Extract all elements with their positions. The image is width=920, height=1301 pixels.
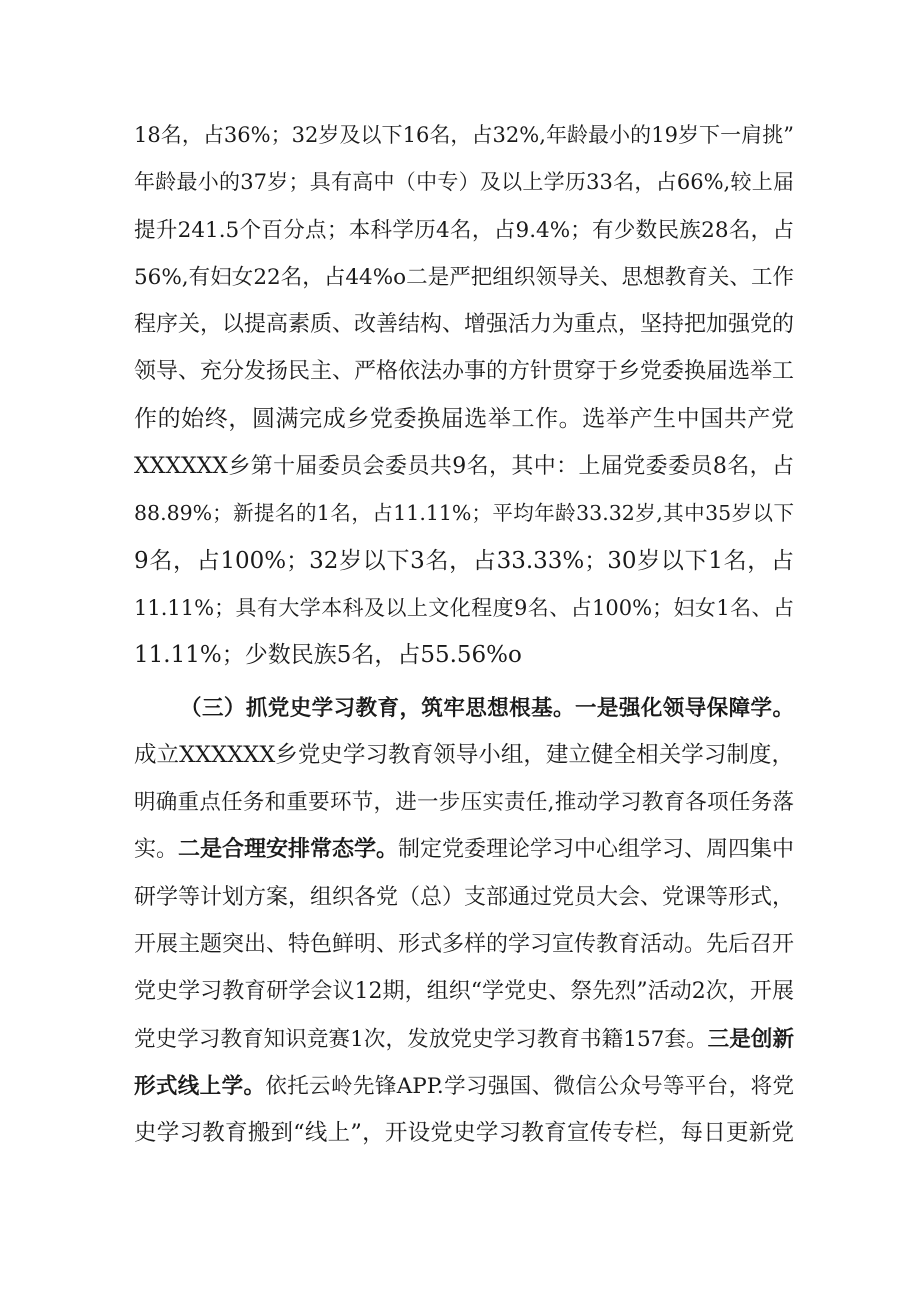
paragraph2-line-3: 明确重点任务和重要环节，进一步压实责任,推动学习教育各项任务落 [134, 790, 794, 816]
paragraph1-line-1: 18名，占36%；32岁及以下16名，占32%,年龄最小的19岁下一肩挑” [134, 123, 794, 147]
line9-post: 依托云岭先锋APP.学习强国、微信公众号等平台，将党 [265, 1073, 794, 1099]
line4-pre: 实。 [134, 837, 179, 863]
paragraph1-line-7: 作的始终，圆满完成乡党委换届选举工作。选举产生中国共产党 [134, 405, 794, 432]
subheading-two: 二是合理安排常态学。 [178, 836, 399, 863]
paragraph1-line-4: 56%,有妇女22名，占44%o二是严把组织领导关、思想教育关、工作 [134, 264, 794, 290]
paragraph1-line-9: 88.89%；新提名的1名，占11.11%；平均年龄33.32岁,其中35岁以下 [134, 501, 794, 526]
paragraph1-line-12: 11.11%；少数民族5名，占55.56%o [134, 642, 522, 669]
paragraph1-line-6: 领导、充分发扬民主、严格依法办事的方针贯穿于乡党委换届选举工 [134, 359, 795, 385]
paragraph1-line-2: 年龄最小的37岁；具有高中（中专）及以上学历33名，占66%,较上届 [134, 170, 794, 195]
paragraph1-line-5: 程序关，以提高素质、改善结构、增强活力为重点，坚持把加强党的 [134, 312, 795, 338]
paragraph1-line-3: 提升241.5个百分点；本科学历4名，占9.4%；有少数民族28名，占 [134, 217, 794, 243]
line8-pre: 党史学习教育知识竞赛1次，发放党史学习教育书籍157套。 [134, 1026, 708, 1052]
paragraph2-line-2: 成立XXXXXX乡党史学习教育领导小组，建立健全相关学习制度， [134, 741, 794, 768]
document-body [134, 112, 794, 1158]
paragraph2-line-6: 开展主题突出、特色鲜明、形式多样的学习宣传教育活动。先后召开 [134, 932, 795, 958]
paragraph1-line-11: 11.11%；具有大学本科及以上文化程度9名、占100%；妇女1名、占 [134, 595, 794, 620]
paragraph1-line-10: 9名，占100%；32岁以下3名，占33.33%；30岁以下1名，占 [134, 547, 794, 574]
paragraph2-line-8 [134, 1016, 794, 1063]
paragraph2-line-5: 研学等计划方案，组织各党（总）支部通过党员大会、党课等形式， [134, 884, 795, 910]
section-heading: （三）抓党史学习教育，筑牢思想根基。一是强化领导保障学。 [180, 695, 794, 721]
line4-post: 制定党委理论学习中心组学习、周四集中 [398, 837, 795, 863]
paragraph2-line-10: 史学习教育搬到“线上”，开设党史学习教育宣传专栏，每日更新党 [134, 1120, 794, 1147]
paragraph2-line-9 [134, 1063, 794, 1110]
paragraph2-line-7: 党史学习教育研学会议12期，组织“学党史、祭先烈”活动2次，开展 [134, 979, 794, 1005]
subheading-three-part1: 三是创新 [707, 1026, 794, 1052]
paragraph2-line-1 [134, 685, 794, 732]
paragraph1-line-8: XXXXXX乡第十届委员会委员共9名，其中：上届党委委员8名，占 [134, 454, 794, 480]
subheading-three-part2: 形式线上学。 [134, 1073, 266, 1099]
paragraph2-line-4 [134, 826, 794, 873]
